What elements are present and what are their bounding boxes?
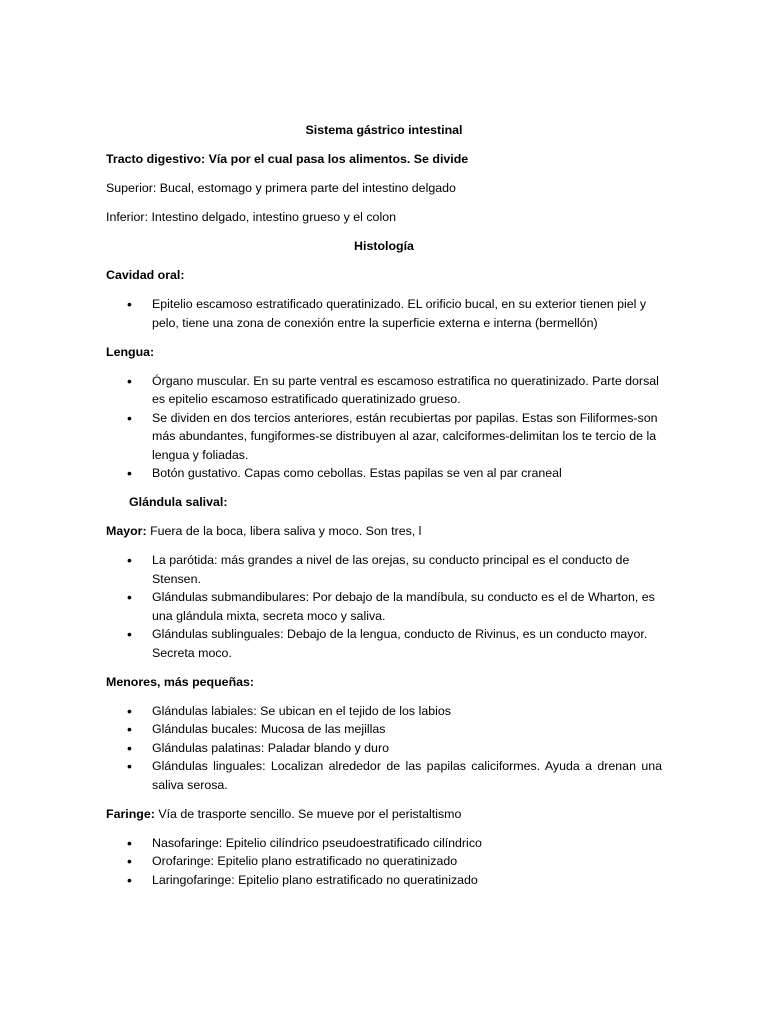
list-item: • Glándulas palatinas: Paladar blando y duro — [106, 739, 662, 758]
menores-list — [106, 702, 662, 795]
mayor-label: Mayor: — [106, 524, 147, 538]
list-item: • Órgano muscular. En su parte ventral es escamoso estratifica no queratinizado. Parte dorsal es epitelio escamoso estratificado queratinizado grueso. — [106, 372, 662, 409]
menores-heading: Menores, más pequeñas: — [106, 674, 255, 689]
list-item: • Se dividen en dos tercios anteriores, están recubiertas por papilas. Estas son Filiformes-son más abundantes, fungiformes-se distribuyen al azar, calciformes-delimitan los te tercio de la lengua y foliadas. — [106, 409, 662, 465]
mayor-paragraph — [106, 522, 662, 541]
cavidad-oral-list — [106, 295, 662, 332]
cavidad-oral-heading: Cavidad oral: — [106, 268, 185, 282]
lengua-list — [106, 372, 662, 483]
list-item: • Nasofaringe: Epitelio cilíndrico pseudoestratificado cilíndrico — [106, 834, 662, 853]
list-item: • Glándulas linguales: Localizan alrededor de las papilas caliciformes. Ayuda a drenan una saliva serosa. — [106, 757, 662, 794]
lengua-heading: Lengua: — [106, 344, 155, 359]
mayor-text: Fuera de la boca, libera saliva y moco. Son tres, l — [146, 524, 422, 538]
list-item: • La parótida: más grandes a nivel de las orejas, su conducto principal es el conducto de Stensen. — [106, 551, 662, 588]
document-body — [106, 121, 662, 900]
list-item: • Epitelio escamoso estratificado queratinizado. EL orificio bucal, en su exterior tienen piel y pelo, tiene una zona de conexión entre la superficie externa e interna (bermellón) — [106, 295, 662, 332]
histologia-heading: Histología — [354, 239, 414, 253]
inferior-text: Inferior: Intestino delgado, intestino grueso y el colon — [106, 210, 396, 224]
mayor-list — [106, 551, 662, 662]
list-item: • Laringofaringe: Epitelio plano estratificado no queratinizado — [106, 871, 662, 890]
faringe-paragraph — [106, 805, 662, 824]
faringe-text: Vía de trasporte sencillo. Se mueve por el peristaltismo — [154, 806, 462, 821]
list-item: • Glándulas labiales: Se ubican en el tejido de los labios — [106, 702, 662, 721]
faringe-label: Faringe: — [106, 806, 155, 821]
list-item: • Glándulas submandibulares: Por debajo de la mandíbula, su conducto es el de Wharton, es una glándula mixta, secreta moco y saliva. — [106, 588, 662, 625]
document-title: Sistema gástrico intestinal — [305, 123, 463, 137]
list-item: • Glándulas bucales: Mucosa de las mejillas — [106, 720, 662, 739]
glandula-salival-heading: Glándula salival: — [129, 495, 228, 509]
tracto-heading: Tracto digestivo: Vía por el cual pasa los alimentos. Se divide — [106, 152, 469, 166]
list-item: • Glándulas sublinguales: Debajo de la lengua, conducto de Rivinus, es un conducto mayor. Secreta moco. — [106, 625, 662, 662]
list-item: • Botón gustativo. Capas como cebollas. Estas papilas se ven al par craneal — [106, 464, 662, 483]
faringe-list — [106, 834, 662, 890]
list-item: • Orofaringe: Epitelio plano estratificado no queratinizado — [106, 852, 662, 871]
superior-text: Superior: Bucal, estomago y primera parte del intestino delgado — [106, 181, 456, 195]
